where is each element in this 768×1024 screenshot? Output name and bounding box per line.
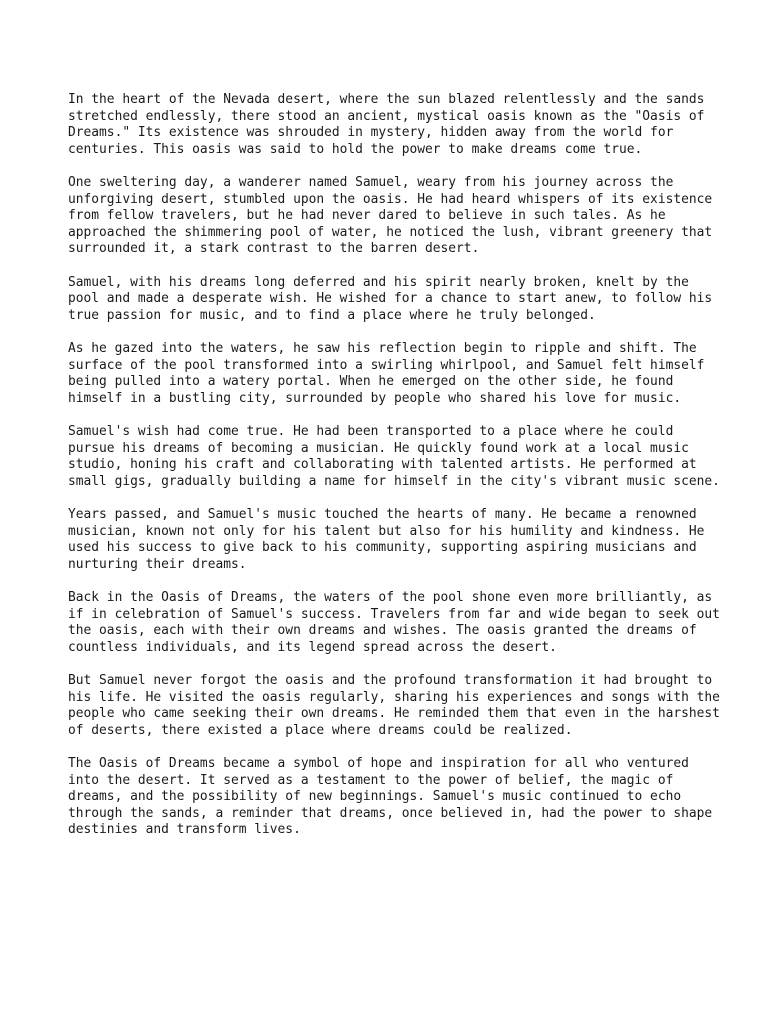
paragraph-1: In the heart of the Nevada desert, where the sun blazed relentlessly and the sands stretched endlessly, there stood an ancient, mystical oasis known as the "Oasis of Dreams." Its existence was shrouded in mystery, hidden away from the world for centuries. This oasis was said to hold the power to make dreams come true. [68, 92, 705, 157]
paragraph-3: Samuel, with his dreams long deferred and his spirit nearly broken, knelt by the pool and made a desperate wish. He wished for a chance to start anew, to follow his true passion for music, and to find a place where he truly belonged. [68, 274, 713, 323]
story-body [68, 92, 720, 856]
paragraph-6: Years passed, and Samuel's music touched the hearts of many. He became a renowned musician, known not only for his talent but also for his humility and kindness. He used his success to give back to his community, supporting aspiring musicians and nurturing their dreams. [68, 507, 705, 572]
paragraph-2: One sweltering day, a wanderer named Samuel, weary from his journey across the unforgiving desert, stumbled upon the oasis. He had heard whispers of its existence from fellow travelers, but he had never dared to believe in such tales. As he approached the shimmering pool of water, he noticed the lush, vibrant greenery that surrounded it, a stark contrast to the barren desert. [68, 175, 713, 256]
paragraph-5: Samuel's wish had come true. He had been transported to a place where he could pursue his dreams of becoming a musician. He quickly found work at a local music studio, honing his craft and collaborating with talented artists. He performed at small gigs, gradually building a name for himself in the city's vibrant music scene. [68, 424, 720, 489]
paragraph-4: As he gazed into the waters, he saw his reflection begin to ripple and shift. The surface of the pool transformed into a swirling whirlpool, and Samuel felt himself being pulled into a watery portal. When he emerged on the other side, he found himself in a bustling city, surrounded by people who shared his love for music. [68, 341, 705, 406]
paragraph-7: Back in the Oasis of Dreams, the waters of the pool shone even more brilliantly, as if in celebration of Samuel's success. Travelers from far and wide began to seek out the oasis, each with their own dreams and wishes. The oasis granted the dreams of countless individuals, and its legend spread across the desert. [68, 590, 720, 655]
paragraph-9: The Oasis of Dreams became a symbol of hope and inspiration for all who ventured into the desert. It served as a testament to the power of belief, the magic of dreams, and the possibility of new beginnings. Samuel's music continued to echo through the sands, a reminder that dreams, once believed in, had the power to shape destinies and transform lives. [68, 756, 713, 837]
paragraph-8: But Samuel never forgot the oasis and the profound transformation it had brought to his life. He visited the oasis regularly, sharing his experiences and songs with the people who came seeking their own dreams. He reminded them that even in the harshest of deserts, there existed a place where dreams could be realized. [68, 673, 720, 738]
